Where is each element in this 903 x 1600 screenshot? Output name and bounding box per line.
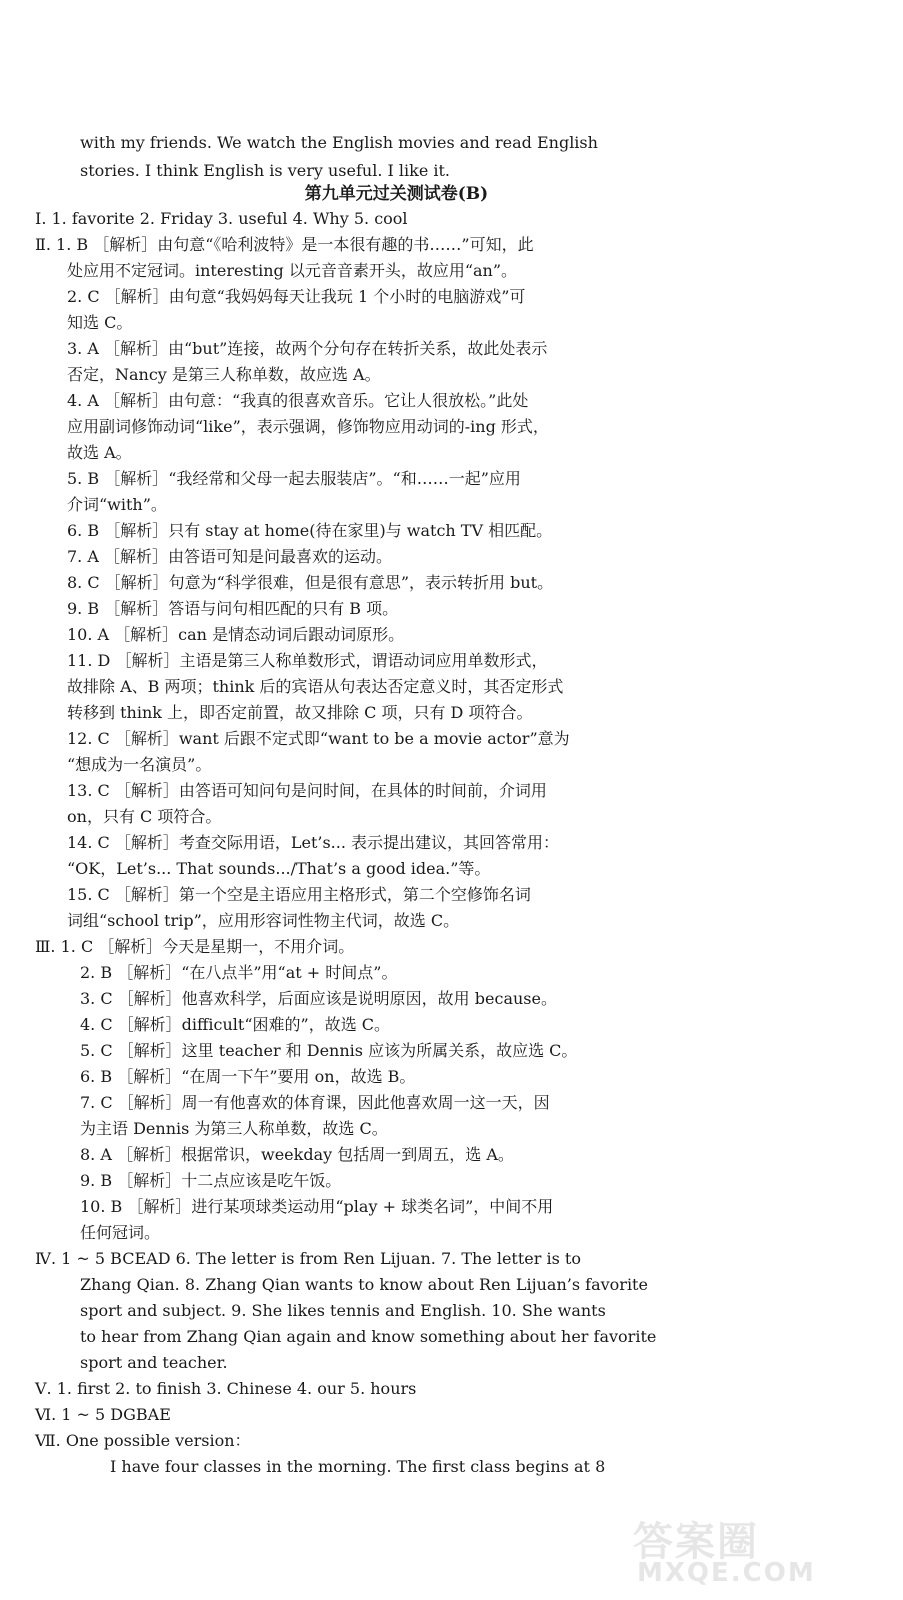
answer-line: 3. A ［解析］由“but”连接，故两个分句存在转折关系，故此处表示: [67, 339, 548, 358]
answer-line: I have four classes in the morning. The first class begins at 8: [110, 1457, 606, 1476]
answer-line: 5. B ［解析］“我经常和父母一起去服装店”。“和……一起”应用: [67, 469, 521, 488]
answer-line: 8. A ［解析］根据常识，weekday 包括周一到周五，选 A。: [80, 1145, 514, 1164]
answer-line: “OK，Let’s... That sounds.../That’s a good idea.”等。: [67, 859, 491, 878]
answer-line: sport and teacher.: [80, 1353, 228, 1372]
answer-line: 6. B ［解析］只有 stay at home(待在家里)与 watch TV 相匹配。: [67, 521, 553, 540]
answer-line: 6. B ［解析］“在周一下午”要用 on，故选 B。: [80, 1067, 416, 1086]
answer-line: 处应用不定冠词。interesting 以元音音素开头，故应用“an”。: [67, 261, 518, 280]
watermark-text-en: MXQE.COM: [637, 1558, 816, 1588]
answer-line: Ⅰ. 1. favorite 2. Friday 3. useful 4. Why 5. cool: [35, 209, 408, 228]
answer-line: 14. C ［解析］考查交际用语，Let’s... 表示提出建议，其回答常用：: [67, 833, 560, 852]
answer-line: “想成为一名演员”。: [67, 755, 212, 774]
answer-line: 15. C ［解析］第一个空是主语应用主格形式，第二个空修饰名词: [67, 885, 531, 904]
answer-line: Ⅲ. 1. C ［解析］今天是星期一，不用介词。: [35, 937, 355, 956]
text-line: stories. I think English is very useful. I like it.: [80, 161, 451, 180]
answer-line: Ⅳ. 1 ~ 5 BCEAD 6. The letter is from Ren Lijuan. 7. The letter is to: [35, 1249, 581, 1268]
answer-line: 任何冠词。: [80, 1223, 161, 1242]
answer-line: 知选 C。: [67, 313, 133, 332]
answer-line: 4. C ［解析］difficult“困难的”，故选 C。: [80, 1015, 391, 1034]
answer-line: Ⅶ. One possible version：: [35, 1431, 251, 1450]
answer-line: Ⅴ. 1. first 2. to finish 3. Chinese 4. our 5. hours: [35, 1379, 417, 1398]
answer-line: 10. B ［解析］进行某项球类运动用“play + 球类名词”，中间不用: [80, 1197, 554, 1216]
answer-line: 8. C ［解析］句意为“科学很难，但是很有意思”，表示转折用 but。: [67, 573, 554, 592]
answer-line: 7. A ［解析］由答语可知是问最喜欢的运动。: [67, 547, 392, 566]
answer-line: Zhang Qian. 8. Zhang Qian wants to know about Ren Lijuan’s favorite: [80, 1275, 648, 1294]
answer-line: 2. C ［解析］由句意“我妈妈每天让我玩 1 个小时的电脑游戏”可: [67, 287, 526, 306]
watermark-text-cn: 答案圈: [633, 1519, 759, 1565]
answer-line: 为主语 Dennis 为第三人称单数，故选 C。: [80, 1119, 388, 1138]
answer-line: Ⅱ. 1. B ［解析］由句意“《哈利波特》是一本很有趣的书……”可知，此: [35, 235, 534, 254]
answer-line: 5. C ［解析］这里 teacher 和 Dennis 应该为所属关系，故应选 C。: [80, 1041, 578, 1060]
answer-line: 9. B ［解析］十二点应该是吃午饭。: [80, 1171, 342, 1190]
answer-line: 2. B ［解析］“在八点半”用“at + 时间点”。: [80, 963, 398, 982]
section-title: 第九单元过关测试卷(B): [304, 184, 489, 204]
answer-line: 介词“with”。: [67, 495, 167, 514]
watermark-logo: [619, 1510, 816, 1590]
answer-line: 9. B ［解析］答语与问句相匹配的只有 B 项。: [67, 599, 399, 618]
answer-line: 转移到 think 上，即否定前置，故又排除 C 项，只有 D 项符合。: [67, 703, 533, 722]
answer-line: 13. C ［解析］由答语可知问句是问时间，在具体的时间前，介词用: [67, 781, 547, 800]
answer-line: sport and subject. 9. She likes tennis and English. 10. She wants: [80, 1301, 606, 1320]
answer-line: to hear from Zhang Qian again and know something about her favorite: [80, 1327, 657, 1346]
answer-line: 否定，Nancy 是第三人称单数，故应选 A。: [67, 365, 381, 384]
text-line: with my friends. We watch the English movies and read English: [80, 133, 598, 152]
answer-line: 4. A ［解析］由句意：“我真的很喜欢音乐。它让人很放松。”此处: [67, 391, 529, 410]
answer-line: 11. D ［解析］主语是第三人称单数形式，谓语动词应用单数形式，: [67, 651, 548, 670]
answer-line: 12. C ［解析］want 后跟不定式即“want to be a movie actor”意为: [67, 729, 570, 748]
answer-line: on，只有 C 项符合。: [67, 807, 222, 826]
answer-line: Ⅵ. 1 ~ 5 DGBAE: [35, 1405, 171, 1424]
answer-line: 故选 A。: [67, 443, 132, 462]
answer-line: 词组“school trip”，应用形容词性物主代词，故选 C。: [67, 911, 460, 930]
answer-line: 7. C ［解析］周一有他喜欢的体育课，因此他喜欢周一这一天，因: [80, 1093, 550, 1112]
answer-line: 10. A ［解析］can 是情态动词后跟动词原形。: [67, 625, 405, 644]
answer-line: 应用副词修饰动词“like”，表示强调，修饰物应用动词的-ing 形式，: [67, 417, 549, 436]
answer-line: 3. C ［解析］他喜欢科学，后面应该是说明原因，故用 because。: [80, 989, 557, 1008]
answer-line: 故排除 A、B 两项；think 后的宾语从句表达否定意义时，其否定形式: [67, 677, 564, 696]
